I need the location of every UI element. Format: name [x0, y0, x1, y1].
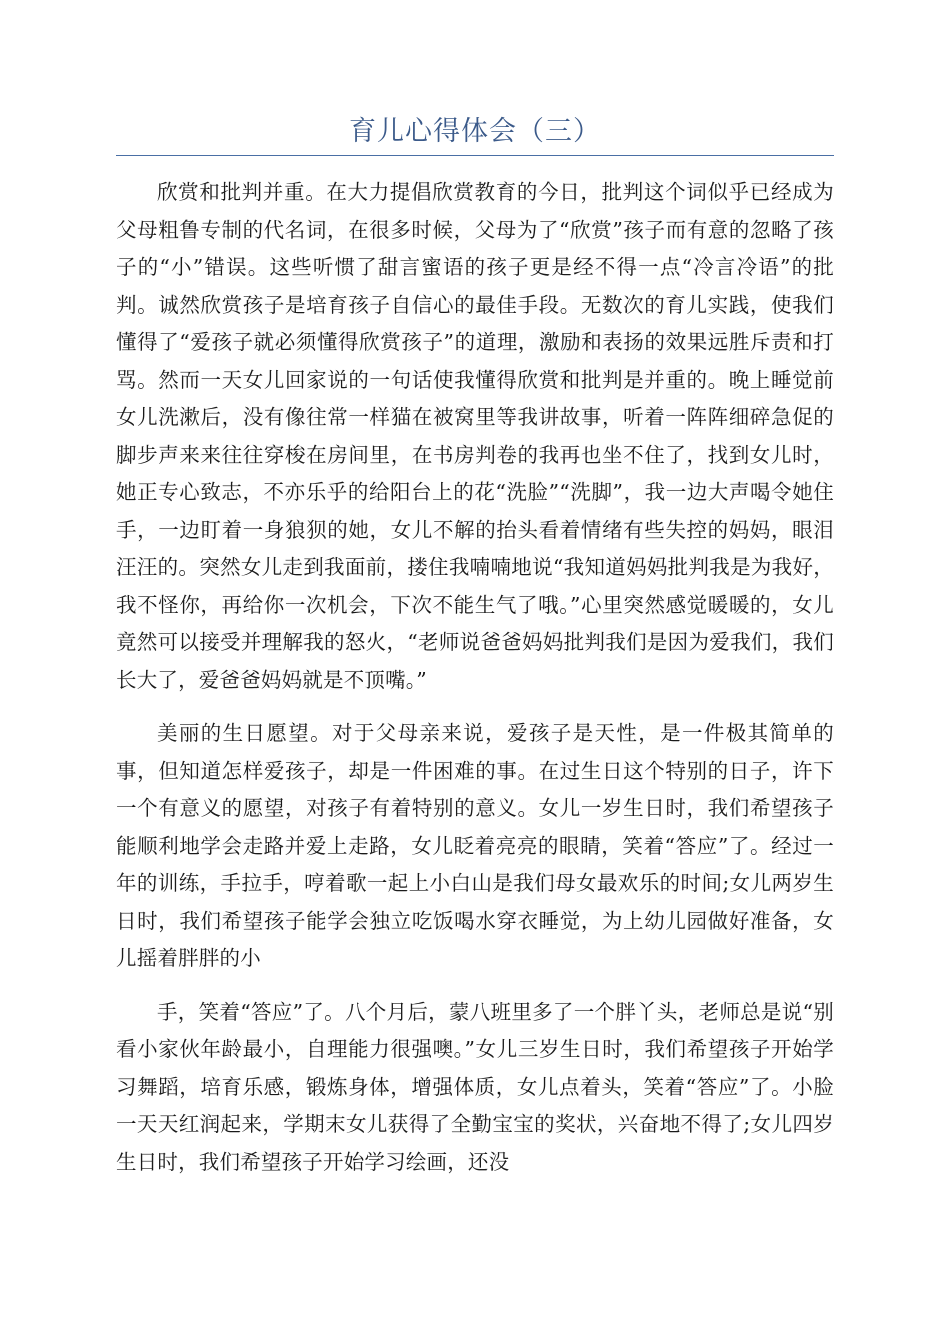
title-underline: [116, 155, 834, 156]
paragraph-birthday-wishes: 美丽的生日愿望。对于父母亲来说，爱孩子是天性，是一件极其简单的事，但知道怎样爱孩子，却是一件困难的事。在过生日这个特别的日子，许下一个有意义的愿望，对孩子有着特别的意义。女儿一岁生日时，我们希望孩子能顺利地学会走路并爱上走路，女儿眨着亮亮的眼睛，笑着“答应”了。经过一年的训练，手拉手，哼着歌一起上小白山是我们母女最欢乐的时间;女儿两岁生日时，我们希望孩子能学会独立吃饭喝水穿衣睡觉，为上幼儿园做好准备，女儿摇着胖胖的小: [116, 721, 834, 970]
paragraph-appreciation-and-criticism: 欣赏和批判并重。在大力提倡欣赏教育的今日，批判这个词似乎已经成为父母粗鲁专制的代名词，在很多时候，父母为了“欣赏”孩子而有意的忽略了孩子的“小”错误。这些听惯了甜言蜜语的孩子更是经不得一点“冷言冷语”的批判。诚然欣赏孩子是培育孩子自信心的最佳手段。无数次的育儿实践，使我们懂得了“爱孩子就必须懂得欣赏孩子”的道理，激励和表扬的效果远胜斥责和打骂。然而一天女儿回家说的一句话使我懂得欣赏和批判是并重的。晚上睡觉前女儿洗漱后，没有像往常一样猫在被窝里等我讲故事，听着一阵阵细碎急促的脚步声来来往往穿梭在房间里，在书房判卷的我再也坐不住了，找到女儿时，她正专心致志，不亦乐乎的给阳台上的花“洗脸”“洗脚”，我一边大声喝令她住手，一边盯着一身狼狈的她，女儿不解的抬头看着情绪有些失控的妈妈，眼泪汪汪的。突然女儿走到我面前，搂住我喃喃地说“我知道妈妈批判我是为我好，我不怪你，再给你一次机会，下次不能生气了哦。”心里突然感觉暖暖的，女儿竟然可以接受并理解我的怒火，“老师说爸爸妈妈批判我们是因为爱我们，我们长大了，爱爸爸妈妈就是不顶嘴。”: [116, 180, 834, 692]
document-title: 育儿心得体会（三）: [349, 116, 601, 147]
paragraph-birthday-wishes-continued: 手，笑着“答应”了。八个月后，蒙八班里多了一个胖丫头，老师总是说“别看小家伙年龄最小，自理能力很强噢。”女儿三岁生日时，我们希望孩子开始学习舞蹈，培育乐感，锻炼身体，增强体质，女儿点着头，笑着“答应”了。小脸一天天红润起来，学期末女儿获得了全勤宝宝的奖状，兴奋地不得了;女儿四岁生日时，我们希望孩子开始学习绘画，还没: [116, 999, 834, 1174]
document-body: [116, 174, 834, 1181]
